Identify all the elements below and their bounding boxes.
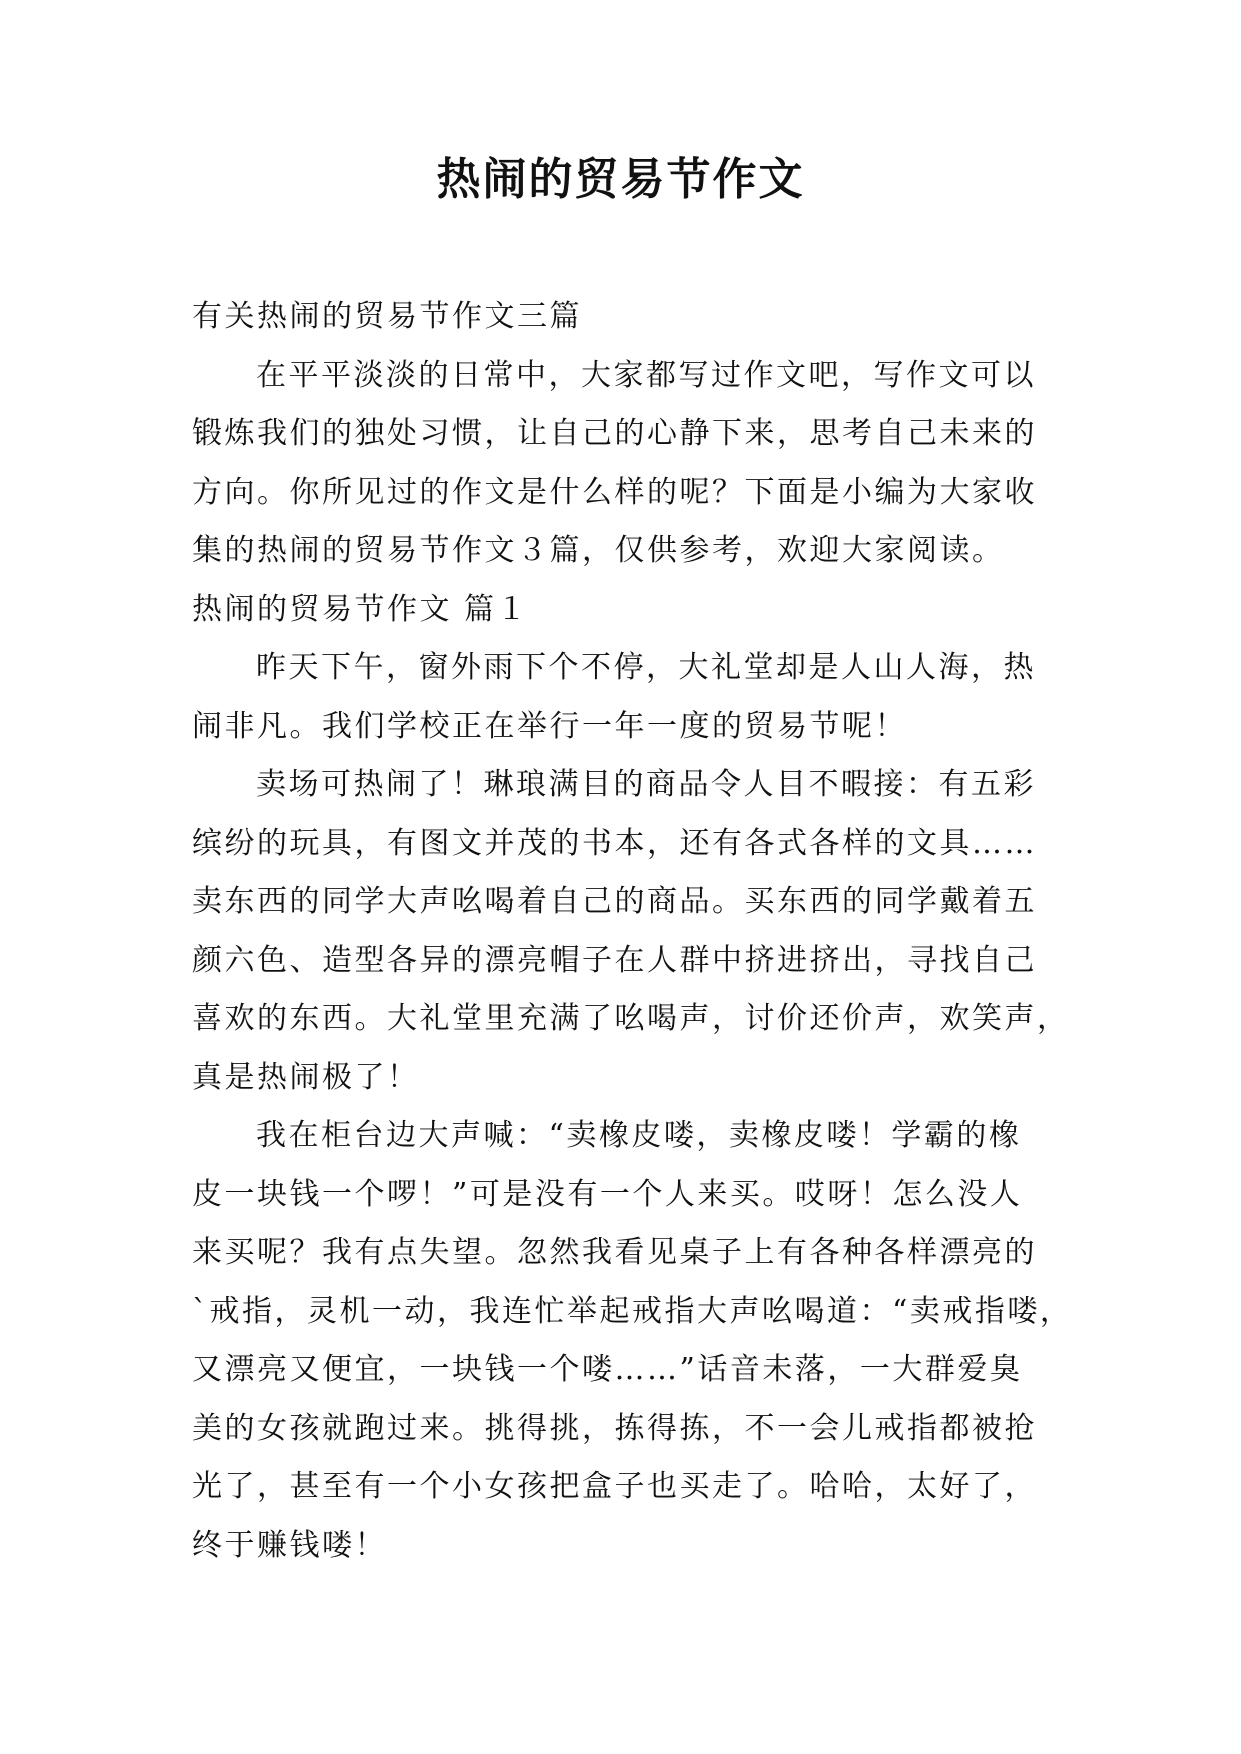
text-line: 真是热闹极了！ [192, 1059, 420, 1095]
text-line: 我在柜台边大声喊：“卖橡皮喽，卖橡皮喽！学霸的橡 [256, 1118, 1022, 1153]
text-line: 卖东西的同学大声吆喝着自己的商品。买东西的同学戴着五 [192, 884, 1037, 919]
text-line: `戒指，灵机一动，我连忙举起戒指大声吆喝道：“卖戒指喽， [192, 1293, 1073, 1329]
text-line: 卖场可热闹了！琳琅满目的商品令人目不暇接：有五彩 [256, 767, 1036, 802]
text-line: 又漂亮又便宜，一块钱一个喽……”话音未落，一大群爱臭 [192, 1352, 1023, 1387]
text-line: 美的女孩就跑过来。挑得挑，拣得拣，不一会儿戒指都被抢 [192, 1410, 1037, 1446]
text-line: 喜欢的东西。大礼堂里充满了吆喝声，讨价还价声，欢笑声， [192, 1001, 1070, 1036]
text-line: 光了，甚至有一个小女孩把盒子也买走了。哈哈，太好了， [192, 1469, 1037, 1504]
text-line: 颜六色、造型各异的漂亮帽子在人群中挤进挤出，寻找自己 [192, 942, 1037, 978]
text-line: 锻炼我们的独处习惯，让自己的心静下来，思考自己未来的 [192, 416, 1037, 451]
text-line: 皮一块钱一个啰！”可是没有一个人来买。哎呀！怎么没人 [192, 1176, 1023, 1212]
text-line: 在平平淡淡的日常中，大家都写过作文吧，写作文可以 [256, 357, 1036, 393]
text-line: 方向。你所见过的作文是什么样的呢？下面是小编为大家收 [192, 474, 1037, 510]
text-line: 来买呢？我有点失望。忽然我看见桌子上有各种各样漂亮的 [192, 1235, 1037, 1270]
text-line: 闹非凡。我们学校正在举行一年一度的贸易节呢！ [192, 708, 907, 744]
document-body [192, 288, 1073, 1575]
text-line: 缤纷的玩具，有图文并茂的书本，还有各式各样的文具…… [192, 825, 1037, 861]
document-title: 热闹的贸易节作文 [436, 154, 805, 205]
section-heading: 热闹的贸易节作文 篇１ [192, 591, 530, 627]
document-subtitle: 有关热闹的贸易节作文三篇 [192, 299, 582, 334]
text-line: 集的热闹的贸易节作文３篇，仅供参考，欢迎大家阅读。 [192, 533, 1005, 568]
text-line: 昨天下午，窗外雨下个不停，大礼堂却是人山人海，热 [256, 650, 1036, 685]
text-line: 终于赚钱喽！ [192, 1527, 387, 1563]
